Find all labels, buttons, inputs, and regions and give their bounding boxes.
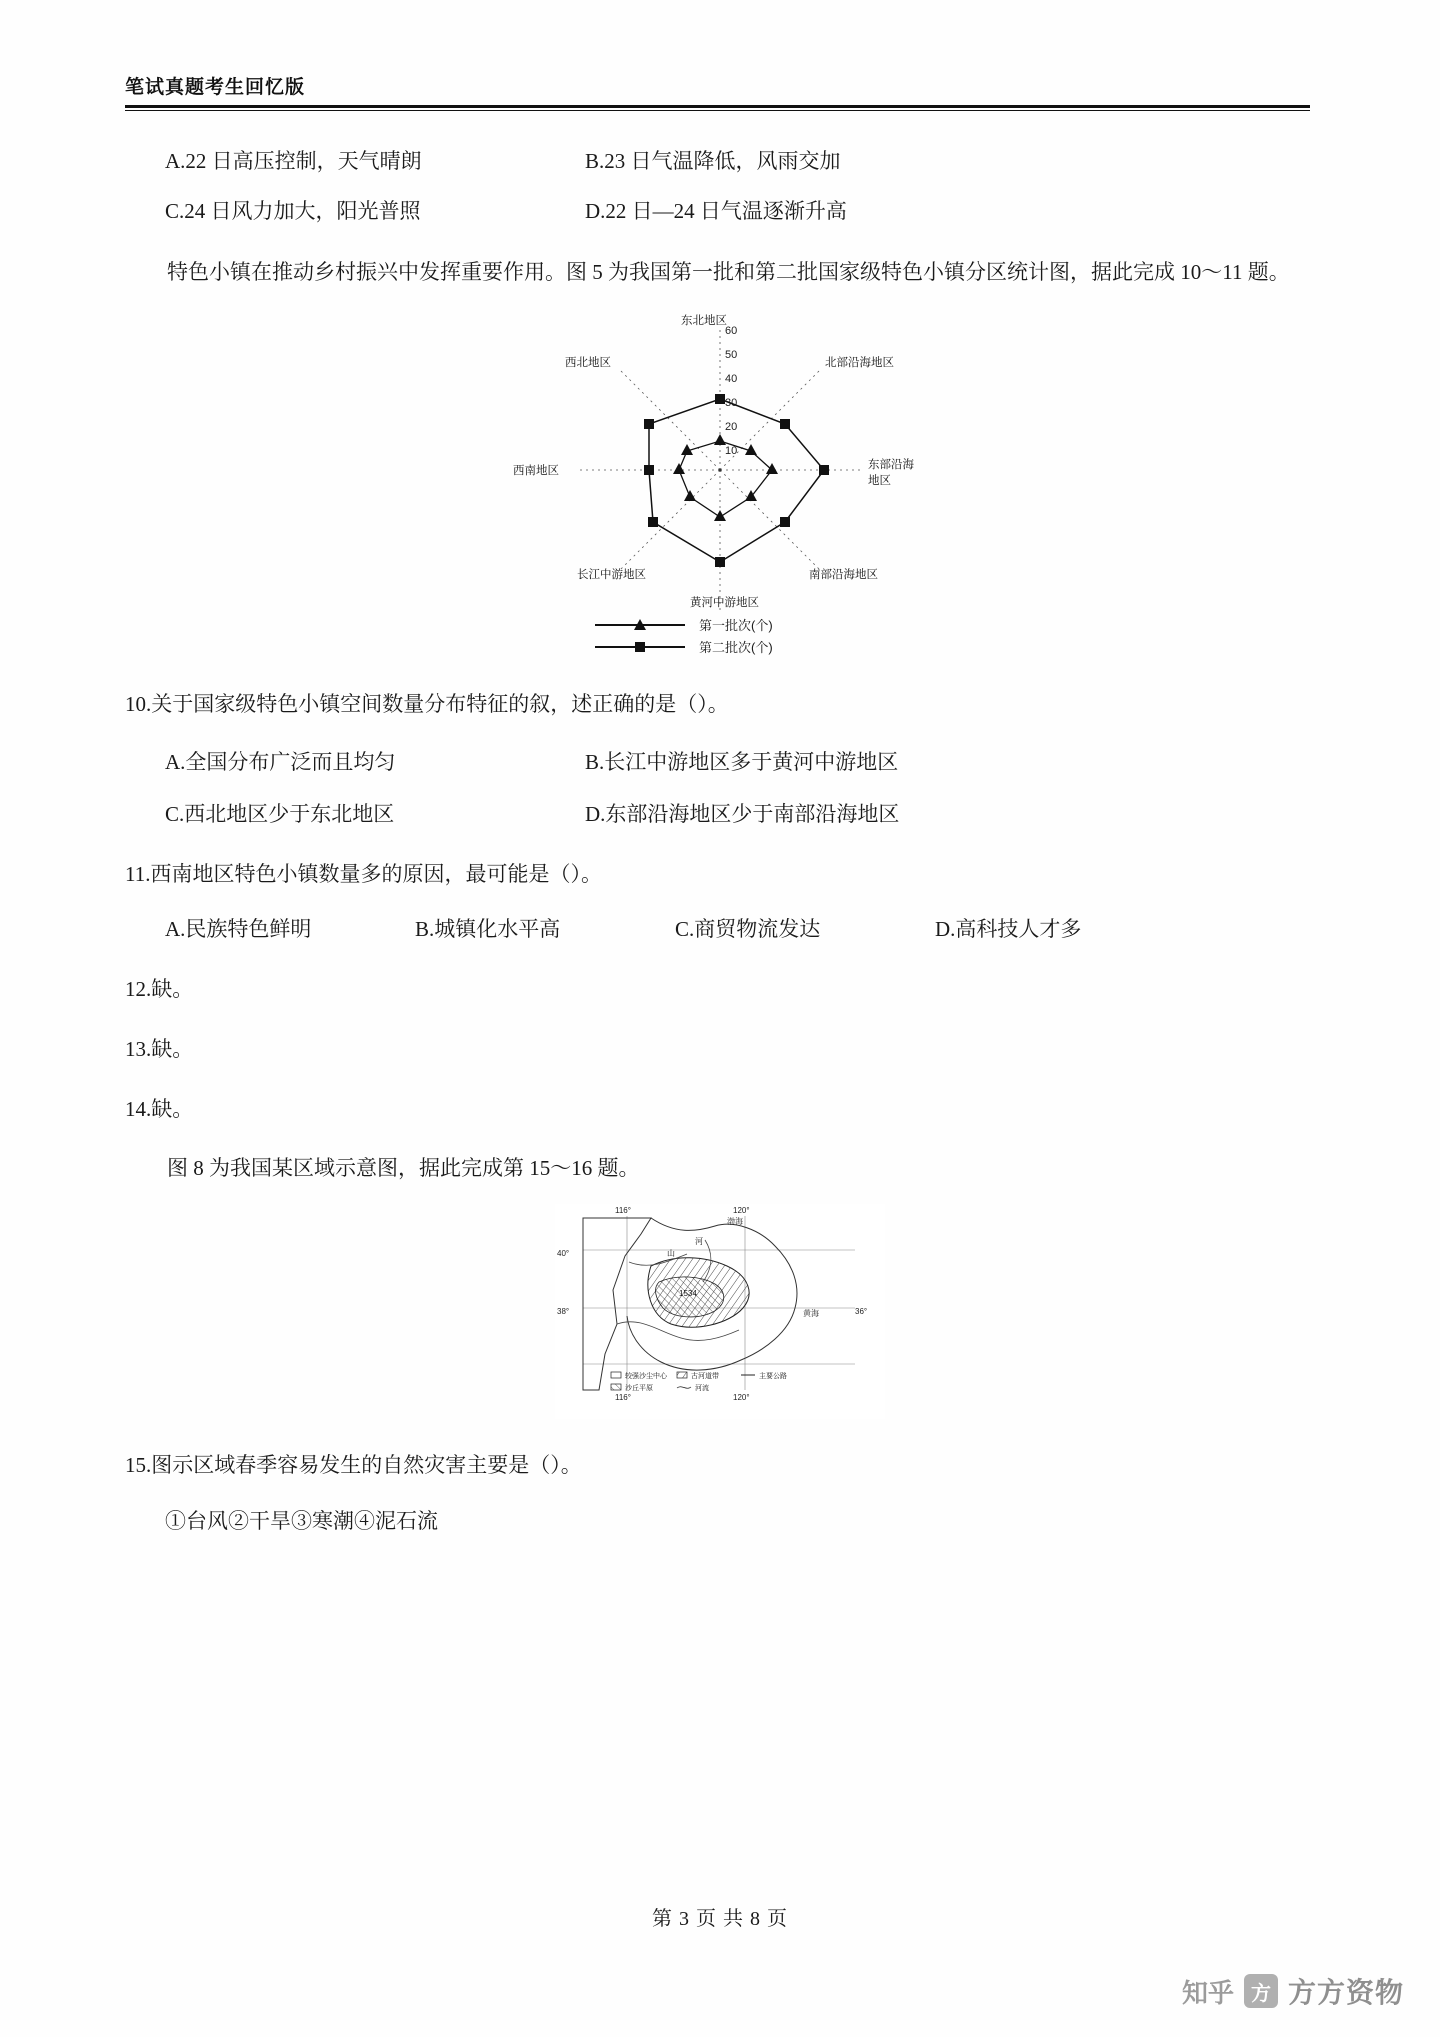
svg-text:120°: 120° (733, 1206, 750, 1216)
passage-2: 图 8 为我国某区域示意图，据此完成第 15～16 题。 (167, 1156, 640, 1181)
region-map-svg (555, 1204, 885, 1419)
svg-text:渤海: 渤海 (727, 1217, 743, 1227)
q9-option-c: C.24 日风力加大，阳光普照 (165, 198, 421, 223)
q15-options-line: ①台风②干旱③寒潮④泥石流 (165, 1509, 438, 1534)
radar-chart-svg (485, 310, 955, 610)
question-10-options-row-1 (125, 746, 1315, 776)
question-14: 14.缺。 (125, 1097, 194, 1122)
svg-text:西北地区: 西北地区 (565, 356, 611, 369)
svg-text:较强沙尘中心: 较强沙尘中心 (625, 1373, 667, 1381)
legend-label-series2: 第二批次(个) (699, 640, 773, 656)
svg-text:10: 10 (725, 444, 738, 457)
q9-options-row-1 (125, 146, 1315, 178)
question-15-options (125, 1505, 1315, 1535)
svg-text:黄河中游地区: 黄河中游地区 (690, 596, 759, 609)
legend-label-series1: 第一批次(个) (699, 618, 773, 634)
watermark-zhihu: 知乎 (1181, 1977, 1234, 2008)
q9-options-row-2 (125, 196, 1315, 228)
legend-line-triangle (595, 619, 685, 631)
svg-text:长江中游地区: 长江中游地区 (577, 568, 646, 581)
q11-option-a: A.民族特色鲜明 (165, 917, 312, 942)
watermark-username: 方方资物 (1287, 1977, 1404, 2008)
question-10-options-row-2 (125, 798, 1315, 828)
svg-text:40: 40 (725, 372, 738, 385)
svg-text:30: 30 (725, 396, 738, 409)
svg-text:河流: 河流 (695, 1385, 709, 1393)
watermark (1182, 1971, 1404, 2011)
svg-text:40°: 40° (557, 1249, 570, 1259)
watermark-logo-icon: 方 (1244, 1974, 1278, 2008)
q10-option-d: D.东部沿海地区少于南部沿海地区 (585, 801, 900, 826)
passage-1: 特色小镇在推动乡村振兴中发挥重要作用。图 5 为我国第一批和第二批国家级特色小镇分区统计图，据此完成 10～11 题。 (167, 260, 1290, 284)
svg-text:东北地区: 东北地区 (681, 314, 727, 327)
svg-text:黄海: 黄海 (803, 1309, 819, 1319)
svg-text:沙丘平原: 沙丘平原 (625, 1385, 653, 1393)
question-11-stem: 11.西南地区特色小镇数量多的原因，最可能是（）。 (125, 861, 602, 886)
svg-text:116°: 116° (615, 1206, 631, 1216)
svg-text:河: 河 (695, 1237, 703, 1247)
svg-text:地区: 地区 (868, 474, 891, 487)
q10-option-b: B.长江中游地区多于黄河中游地区 (585, 749, 899, 774)
svg-text:116°: 116° (615, 1393, 631, 1403)
svg-text:东部沿海: 东部沿海 (868, 458, 914, 471)
q9-option-b: B.23 日气温降低，风雨交加 (585, 149, 841, 173)
svg-text:60: 60 (725, 324, 738, 337)
header-rule-thin (125, 110, 1310, 111)
question-15-stem: 15.图示区域春季容易发生的自然灾害主要是（）。 (125, 1453, 582, 1478)
q10-option-a: A.全国分布广泛而且均匀 (165, 749, 396, 774)
svg-text:50: 50 (725, 348, 738, 361)
q11-option-b: B.城镇化水平高 (415, 917, 561, 942)
q9-option-a: A.22 日高压控制，天气晴朗 (165, 149, 422, 173)
header-title: 笔试真题考生回忆版 (125, 77, 306, 98)
question-10-stem: 10.关于国家级特色小镇空间数量分布特征的叙，述正确的是（）。 (125, 691, 729, 716)
svg-text:古河道带: 古河道带 (691, 1373, 719, 1381)
legend-item-series2 (595, 636, 845, 658)
radar-chart-figure (125, 310, 1315, 610)
svg-text:36°: 36° (855, 1307, 868, 1317)
q11-option-c: C.商贸物流发达 (675, 917, 821, 942)
chart-legend (595, 614, 845, 658)
header-rule-thick (125, 105, 1310, 108)
svg-text:120°: 120° (733, 1393, 750, 1403)
svg-text:西南地区: 西南地区 (513, 464, 559, 477)
svg-text:山: 山 (667, 1249, 675, 1259)
question-12: 12.缺。 (125, 977, 194, 1002)
legend-line-square (595, 641, 685, 653)
svg-text:北部沿海地区: 北部沿海地区 (825, 356, 894, 369)
page-footer: 第 3 页 共 8 页 (652, 1908, 788, 1930)
svg-text:38°: 38° (557, 1307, 570, 1317)
svg-text:1534: 1534 (679, 1289, 697, 1299)
legend-item-series1 (595, 614, 845, 636)
svg-text:南部沿海地区: 南部沿海地区 (809, 568, 878, 581)
question-11-options (125, 913, 1315, 943)
q11-option-d: D.高科技人才多 (935, 917, 1082, 942)
page-header (125, 72, 1310, 111)
q9-option-d: D.22 日—24 日气温逐渐升高 (585, 198, 847, 223)
question-13: 13.缺。 (125, 1037, 194, 1062)
document-content (125, 128, 1315, 1535)
svg-text:主要公路: 主要公路 (759, 1373, 787, 1381)
svg-text:20: 20 (725, 420, 738, 433)
map-figure (125, 1204, 1315, 1419)
q10-option-c: C.西北地区少于东北地区 (165, 801, 395, 826)
